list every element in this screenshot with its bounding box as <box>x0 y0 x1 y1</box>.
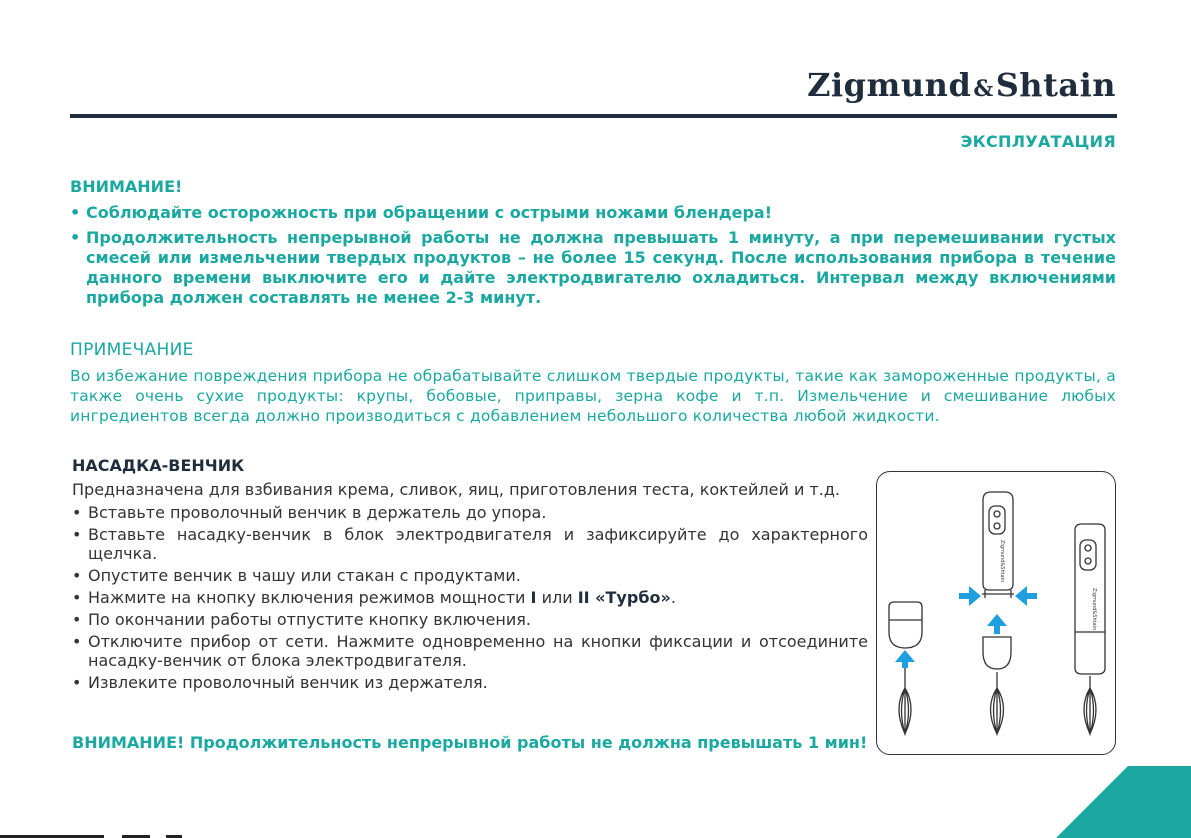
arrow-up-left-icon <box>895 650 915 668</box>
warning-title: ВНИМАНИЕ! <box>70 177 183 196</box>
warning-block <box>70 177 1116 313</box>
brand-logo <box>807 66 1116 104</box>
mode-prefix: Нажмите на кнопку включения режимов мощности <box>88 588 531 607</box>
motor-buttons-middle <box>989 506 1005 534</box>
list-item: • Извлеките проволочный венчик из держателя. <box>72 673 868 692</box>
note-text: Во избежание повреждения прибора не обрабатывайте слишком твердые продукты, такие как замороженные продукты, а также очень сухие продукты: крупы, бобовые, приправы, зерна кофе и т.п. Измельчение и смешивание любых ингредиентов всегда должно производиться с добавлением небольшого количества любой жидкости. <box>70 367 1116 425</box>
warning-list <box>70 203 1116 308</box>
mode-suffix: . <box>670 588 676 607</box>
whisk-title: НАСАДКА-ВЕНЧИК <box>72 456 245 475</box>
list-item: • Вставьте проволочный венчик в держатель до упора. <box>72 503 868 522</box>
arrow-up-middle-icon <box>987 614 1007 634</box>
section-title: ЭКСПЛУАТАЦИЯ <box>960 132 1116 151</box>
list-item: • Соблюдайте осторожность при обращении с острыми ножами блендера! <box>70 203 1116 223</box>
list-item: • Вставьте насадку-венчик в блок электродвигателя и зафиксируйте до характерного щелчка. <box>72 525 868 563</box>
list-item: • По окончании работы отпустите кнопку включения. <box>72 610 868 629</box>
logo-text: Zigmund <box>807 66 972 104</box>
whisk-loops-left <box>899 688 911 734</box>
button-i-middle <box>994 511 1000 517</box>
mode-or: или <box>536 588 578 607</box>
button-ii-right <box>1085 558 1091 564</box>
logo-amp: & <box>973 76 994 102</box>
whisk-loops-middle <box>991 688 1004 734</box>
button-ii-middle <box>994 523 1000 529</box>
list-item-mode <box>72 588 868 607</box>
motor-brand-right: Zigmund&Shtain <box>1091 588 1097 631</box>
motor-brand-middle: Zigmund&Shtain <box>999 540 1005 583</box>
whisk-section <box>72 456 868 692</box>
logo-text-2: Shtain <box>995 66 1116 104</box>
whisk-intro: Предназначена для взбивания крема, сливок, яиц, приготовления теста, коктейлей и т.д. <box>72 480 840 499</box>
whisk-holder-left <box>889 602 922 648</box>
list-item: • Продолжительность непрерывной работы не должна превышать 1 минуту, а при перемешивании густых смесей или измельчении твердых продуктов – не более 15 секунд. После использования прибора в течение данного времени выключите его и дайте электродвигателю охладиться. Интервал между включениями прибора должен составлять не менее 2-3 минут. <box>70 228 1116 308</box>
list-item: • Опустите венчик в чашу или стакан с продуктами. <box>72 566 868 585</box>
note-block <box>70 340 1116 426</box>
whisk-illustration <box>876 471 1116 755</box>
corner-decoration <box>1056 766 1191 838</box>
arrow-right-icon <box>959 586 981 606</box>
whisk-loops-right <box>1084 688 1096 734</box>
note-title: ПРИМЕЧАНИЕ <box>70 340 194 360</box>
lock-ring-middle <box>982 590 1014 598</box>
motor-unit-middle <box>983 492 1013 590</box>
header-divider <box>70 114 1117 118</box>
mode-1-label: I <box>530 588 537 607</box>
whisk-instructions <box>72 503 868 692</box>
whisk-holder-middle <box>983 637 1011 669</box>
list-item: • Отключите прибор от сети. Нажмите одновременно на кнопки фиксации и отсоедините насадку-венчик от блока электродвигателя. <box>72 632 868 670</box>
final-warning: ВНИМАНИЕ! Продолжительность непрерывной работы не должна превышать 1 мин! <box>72 733 868 752</box>
mode-2-label: II «Турбо» <box>577 588 671 607</box>
button-i-right <box>1085 545 1091 551</box>
arrow-left-icon <box>1015 586 1037 606</box>
illustration-svg <box>877 472 1117 756</box>
